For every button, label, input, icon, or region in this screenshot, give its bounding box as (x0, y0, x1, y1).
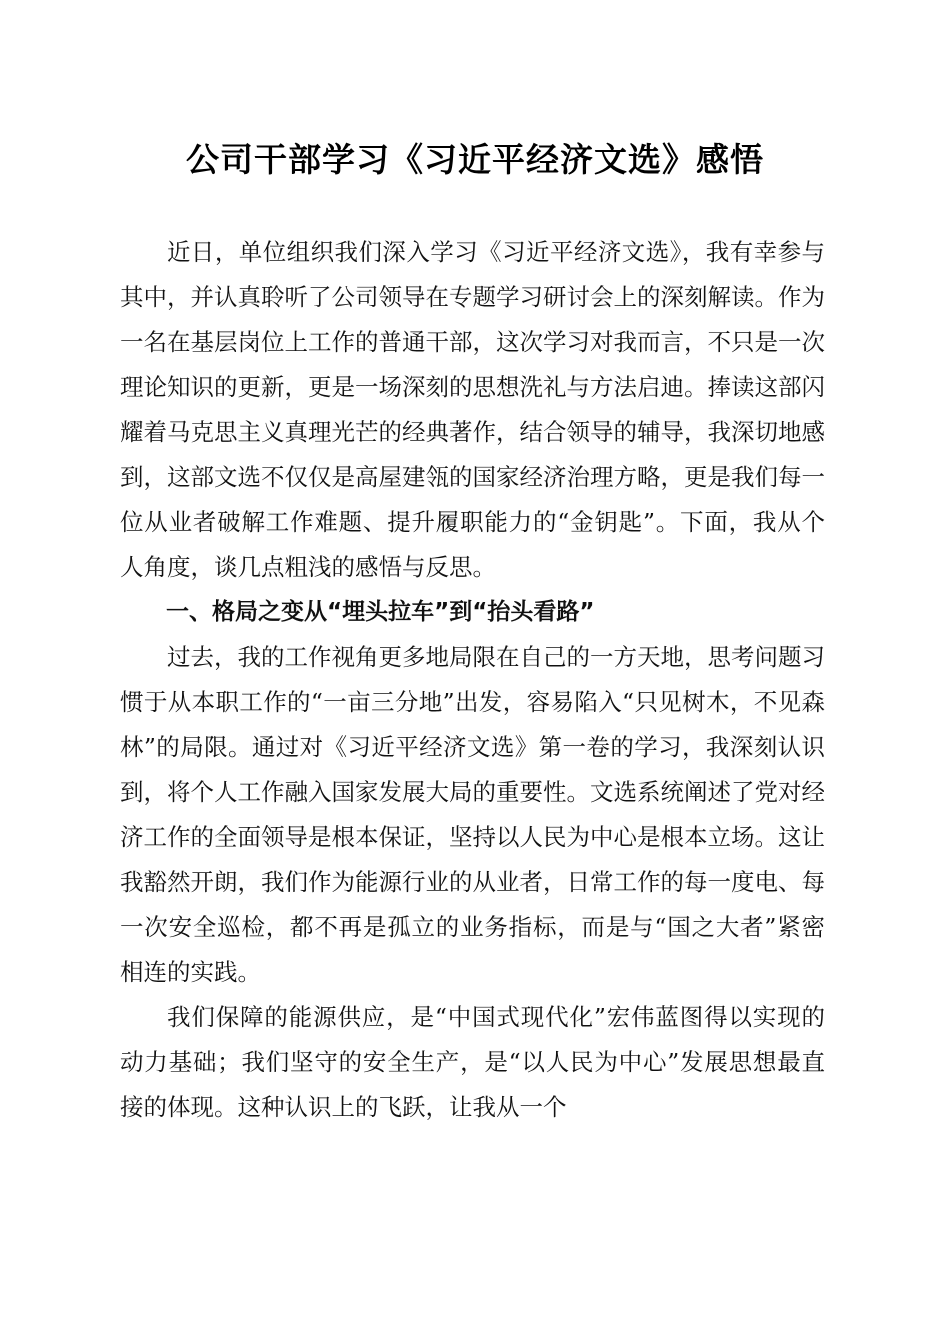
paragraph-intro: 近日，单位组织我们深入学习《习近平经济文选》，我有幸参与其中，并认真聆听了公司领导在专题学习研讨会上的深刻解读。作为一名在基层岗位上工作的普通干部，这次学习对我而言，不只是一次理论知识的更新，更是一场深刻的思想洗礼与方法启迪。捧读这部闪耀着马克思主义真理光芒的经典著作，结合领导的辅导，我深切地感到，这部文选不仅仅是高屋建瓴的国家经济治理方略，更是我们每一位从业者破解工作难题、提升履职能力的“金钥匙”。下面，我从个人角度，谈几点粗浅的感悟与反思。 (120, 238, 825, 581)
document-title: 公司干部学习《习近平经济文选》感悟 (186, 140, 764, 179)
section-heading-1: 一、格局之变从“埋头拉车”到“抬头看路” (166, 599, 595, 625)
document-body (120, 230, 825, 1130)
paragraph-section1-b: 我们保障的能源供应，是“中国式现代化”宏伟蓝图得以实现的动力基础；我们坚守的安全生产，是“以人民为中心”发展思想最直接的体现。这种认识上的飞跃，让我从一个 (120, 1003, 825, 1121)
paragraph-section1-a: 过去，我的工作视角更多地局限在自己的一方天地，思考问题习惯于从本职工作的“一亩三分地”出发，容易陷入“只见树木，不见森林”的局限。通过对《习近平经济文选》第一卷的学习，我深刻认识到，将个人工作融入国家发展大局的重要性。文选系统阐述了党对经济工作的全面领导是根本保证，坚持以人民为中心是根本立场。这让我豁然开朗，我们作为能源行业的从业者，日常工作的每一度电、每一次安全巡检，都不再是孤立的业务指标，而是与“国之大者”紧密相连的实践。 (120, 643, 825, 986)
